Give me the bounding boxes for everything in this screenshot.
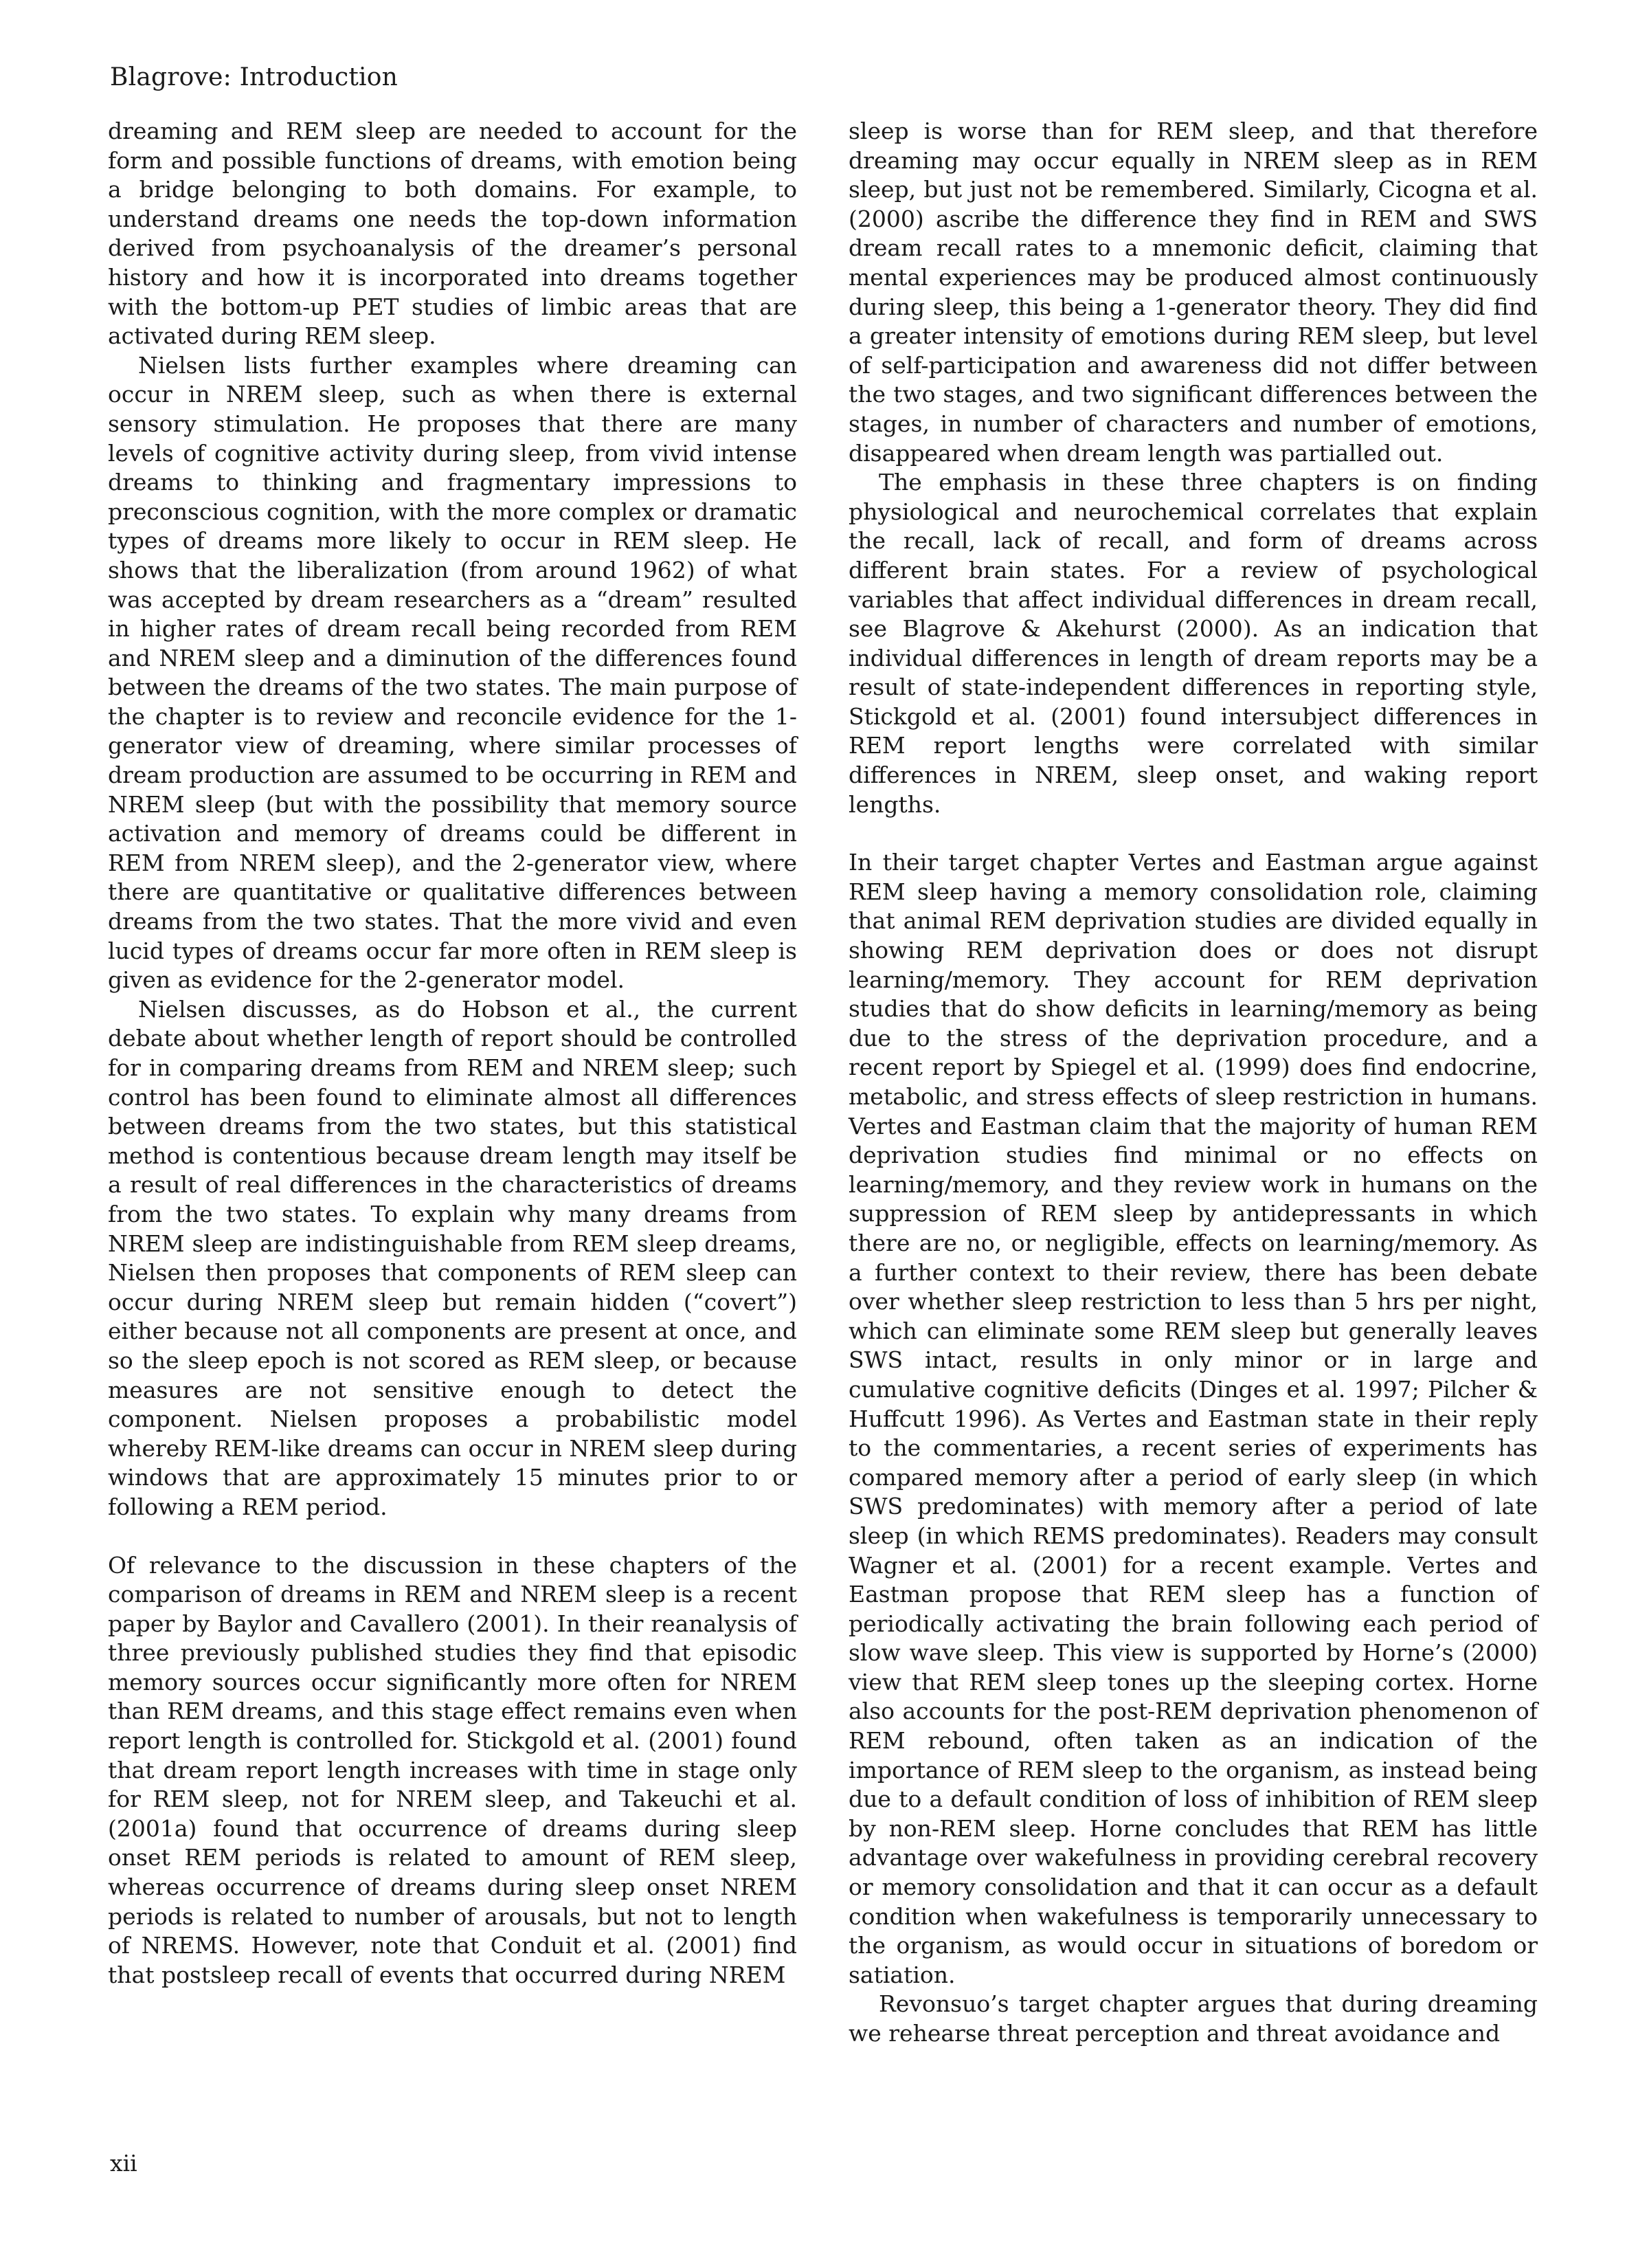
paragraph: Nielsen discusses, as do Hobson et al., the current debate about whether length of report should be controlled for in comparing dreams from REM and NREM sleep; such control has been found to eliminate almost all differences between dreams from the two states, but this statistical method is contentious because dream length may itself be a result of real differences in the characteristics of dreams from the two states. To explain why many dreams from NREM sleep are indistinguishable from REM sleep dreams, Nielsen then proposes that components of REM sleep can occur during NREM sleep but remain hidden (“covert”) either because not all components are present at once, and so the sleep epoch is not scored as REM sleep, or because measures are not sensitive enough to detect the component. Nielsen proposes a probabilistic model whereby REM-like dreams can occur in NREM sleep during windows that are approximately 15 minutes prior to or following a REM period. bbox=[108, 995, 797, 1520]
paragraph: The emphasis in these three chapters is on finding physiological and neurochemical correlates that explain the recall, lack of recall, and form of dreams across different brain states. For a review of psychological variables that affect individual differences in dream recall, see Blagrove & Akehurst (2000). As an indication that individual differences in length of dream reports may be a result of state-independent differences in reporting style, Stickgold et al. (2001) found intersubject differences in REM report lengths were correlated with similar differences in NREM, sleep onset, and waking report lengths. bbox=[849, 469, 1538, 818]
right-column bbox=[849, 117, 1538, 2049]
paragraph: sleep is worse than for REM sleep, and that therefore dreaming may occur equally in NREM sleep as in REM sleep, but just not be remembered. Similarly, Cicogna et al. (2000) ascribe the difference they find in REM and SWS dream recall rates to a mnemonic deficit, claiming that mental experiences may be produced almost continuously during sleep, this being a 1-generator theory. They did find a greater intensity of emotions during REM sleep, but level of self-participation and awareness did not differ between the two stages, and two significant differences between the stages, in number of characters and number of emotions, disappeared when dream length was partialled out. bbox=[849, 118, 1538, 467]
paragraph: Of relevance to the discussion in these chapters of the comparison of dreams in REM and NREM sleep is a recent paper by Baylor and Cavallero (2001). In their reanalysis of three previously published studies they find that episodic memory sources occur significantly more often for NREM than REM dreams, and this stage effect remains even when report length is controlled for. Stickgold et al. (2001) found that dream report length increases with time in stage only for REM sleep, not for NREM sleep, and Takeuchi et al. (2001a) found that occurrence of dreams during sleep onset REM periods is related to amount of REM sleep, whereas occurrence of dreams during sleep onset NREM periods is related to number of arousals, but not to length of NREMS. However, note that Conduit et al. (2001) find that postsleep recall of events that occurred during NREM bbox=[108, 1551, 797, 1988]
paragraph: Revonsuo’s target chapter argues that during dreaming we rehearse threat perception and threat avoidance and bbox=[849, 1990, 1538, 2047]
paragraph: In their target chapter Vertes and Eastman argue against REM sleep having a memory consolidation role, claiming that animal REM deprivation studies are divided equally in showing REM deprivation does or does not disrupt learning/memory. They account for REM deprivation studies that do show deficits in learning/memory as being due to the stress of the deprivation procedure, and a recent report by Spiegel et al. (1999) does find endocrine, metabolic, and stress effects of sleep restriction in humans. Vertes and Eastman claim that the majority of human REM deprivation studies find minimal or no effects on learning/memory, and they review work in humans on the suppression of REM sleep by antidepressants in which there are no, or negligible, effects on learning/memory. As a further context to their review, there has been debate over whether sleep restriction to less than 5 hrs per night, which can eliminate some REM sleep but generally leaves SWS intact, results in only minor or in large and cumulative cognitive deficits (Dinges et al. 1997; Pilcher & Huffcutt 1996). As Vertes and Eastman state in their reply to the commentaries, a recent series of experiments has compared memory after a period of early sleep (in which SWS predominates) with memory after a period of late sleep (in which REMS predominates). Readers may consult Wagner et al. (2001) for a recent example. Vertes and Eastman propose that REM sleep has a function of periodically activating the brain following each period of slow wave sleep. This view is supported by Horne’s (2000) view that REM sleep tones up the sleeping cortex. Horne also accounts for the post-REM deprivation phenomenon of REM rebound, often taken as an indication of the importance of REM sleep to the organism, as instead being due to a default condition of loss of inhibition of REM sleep by non-REM sleep. Horne concludes that REM has little advantage over wakefulness in providing cerebral recovery or memory consolidation and that it can occur as a default condition when wakefulness is temporarily unnecessary to the organism, as would occur in situations of boredom or satiation. bbox=[849, 849, 1538, 1988]
paragraph: dreaming and REM sleep are needed to account for the form and possible functions of dreams, with emotion being a bridge belonging to both domains. For example, to understand dreams one needs the top-down information derived from psychoanalysis of the dreamer’s personal history and how it is incorporated into dreams together with the bottom-up PET studies of limbic areas that are activated during REM sleep. bbox=[108, 118, 797, 350]
page-number: xii bbox=[110, 2150, 137, 2177]
paragraph: Nielsen lists further examples where dreaming can occur in NREM sleep, such as when there is external sensory stimulation. He proposes that there are many levels of cognitive activity during sleep, from vivid intense dreams to thinking and fragmentary impressions to preconscious cognition, with the more complex or dramatic types of dreams more likely to occur in REM sleep. He shows that the liberalization (from around 1962) of what was accepted by dream researchers as a “dream” resulted in higher rates of dream recall being recorded from REM and NREM sleep and a diminution of the differences found between the dreams of the two states. The main purpose of the chapter is to review and reconcile evidence for the 1-generator view of dreaming, where similar processes of dream production are assumed to be occurring in REM and NREM sleep (but with the possibility that memory source activation and memory of dreams could be different in REM from NREM sleep), and the 2-generator view, where there are quantitative or qualitative differences between dreams from the two states. That the more vivid and even lucid types of dreams occur far more often in REM sleep is given as evidence for the 2-generator model. bbox=[108, 351, 797, 994]
running-header: Blagrove: Introduction bbox=[110, 63, 398, 91]
left-column bbox=[108, 117, 797, 1990]
